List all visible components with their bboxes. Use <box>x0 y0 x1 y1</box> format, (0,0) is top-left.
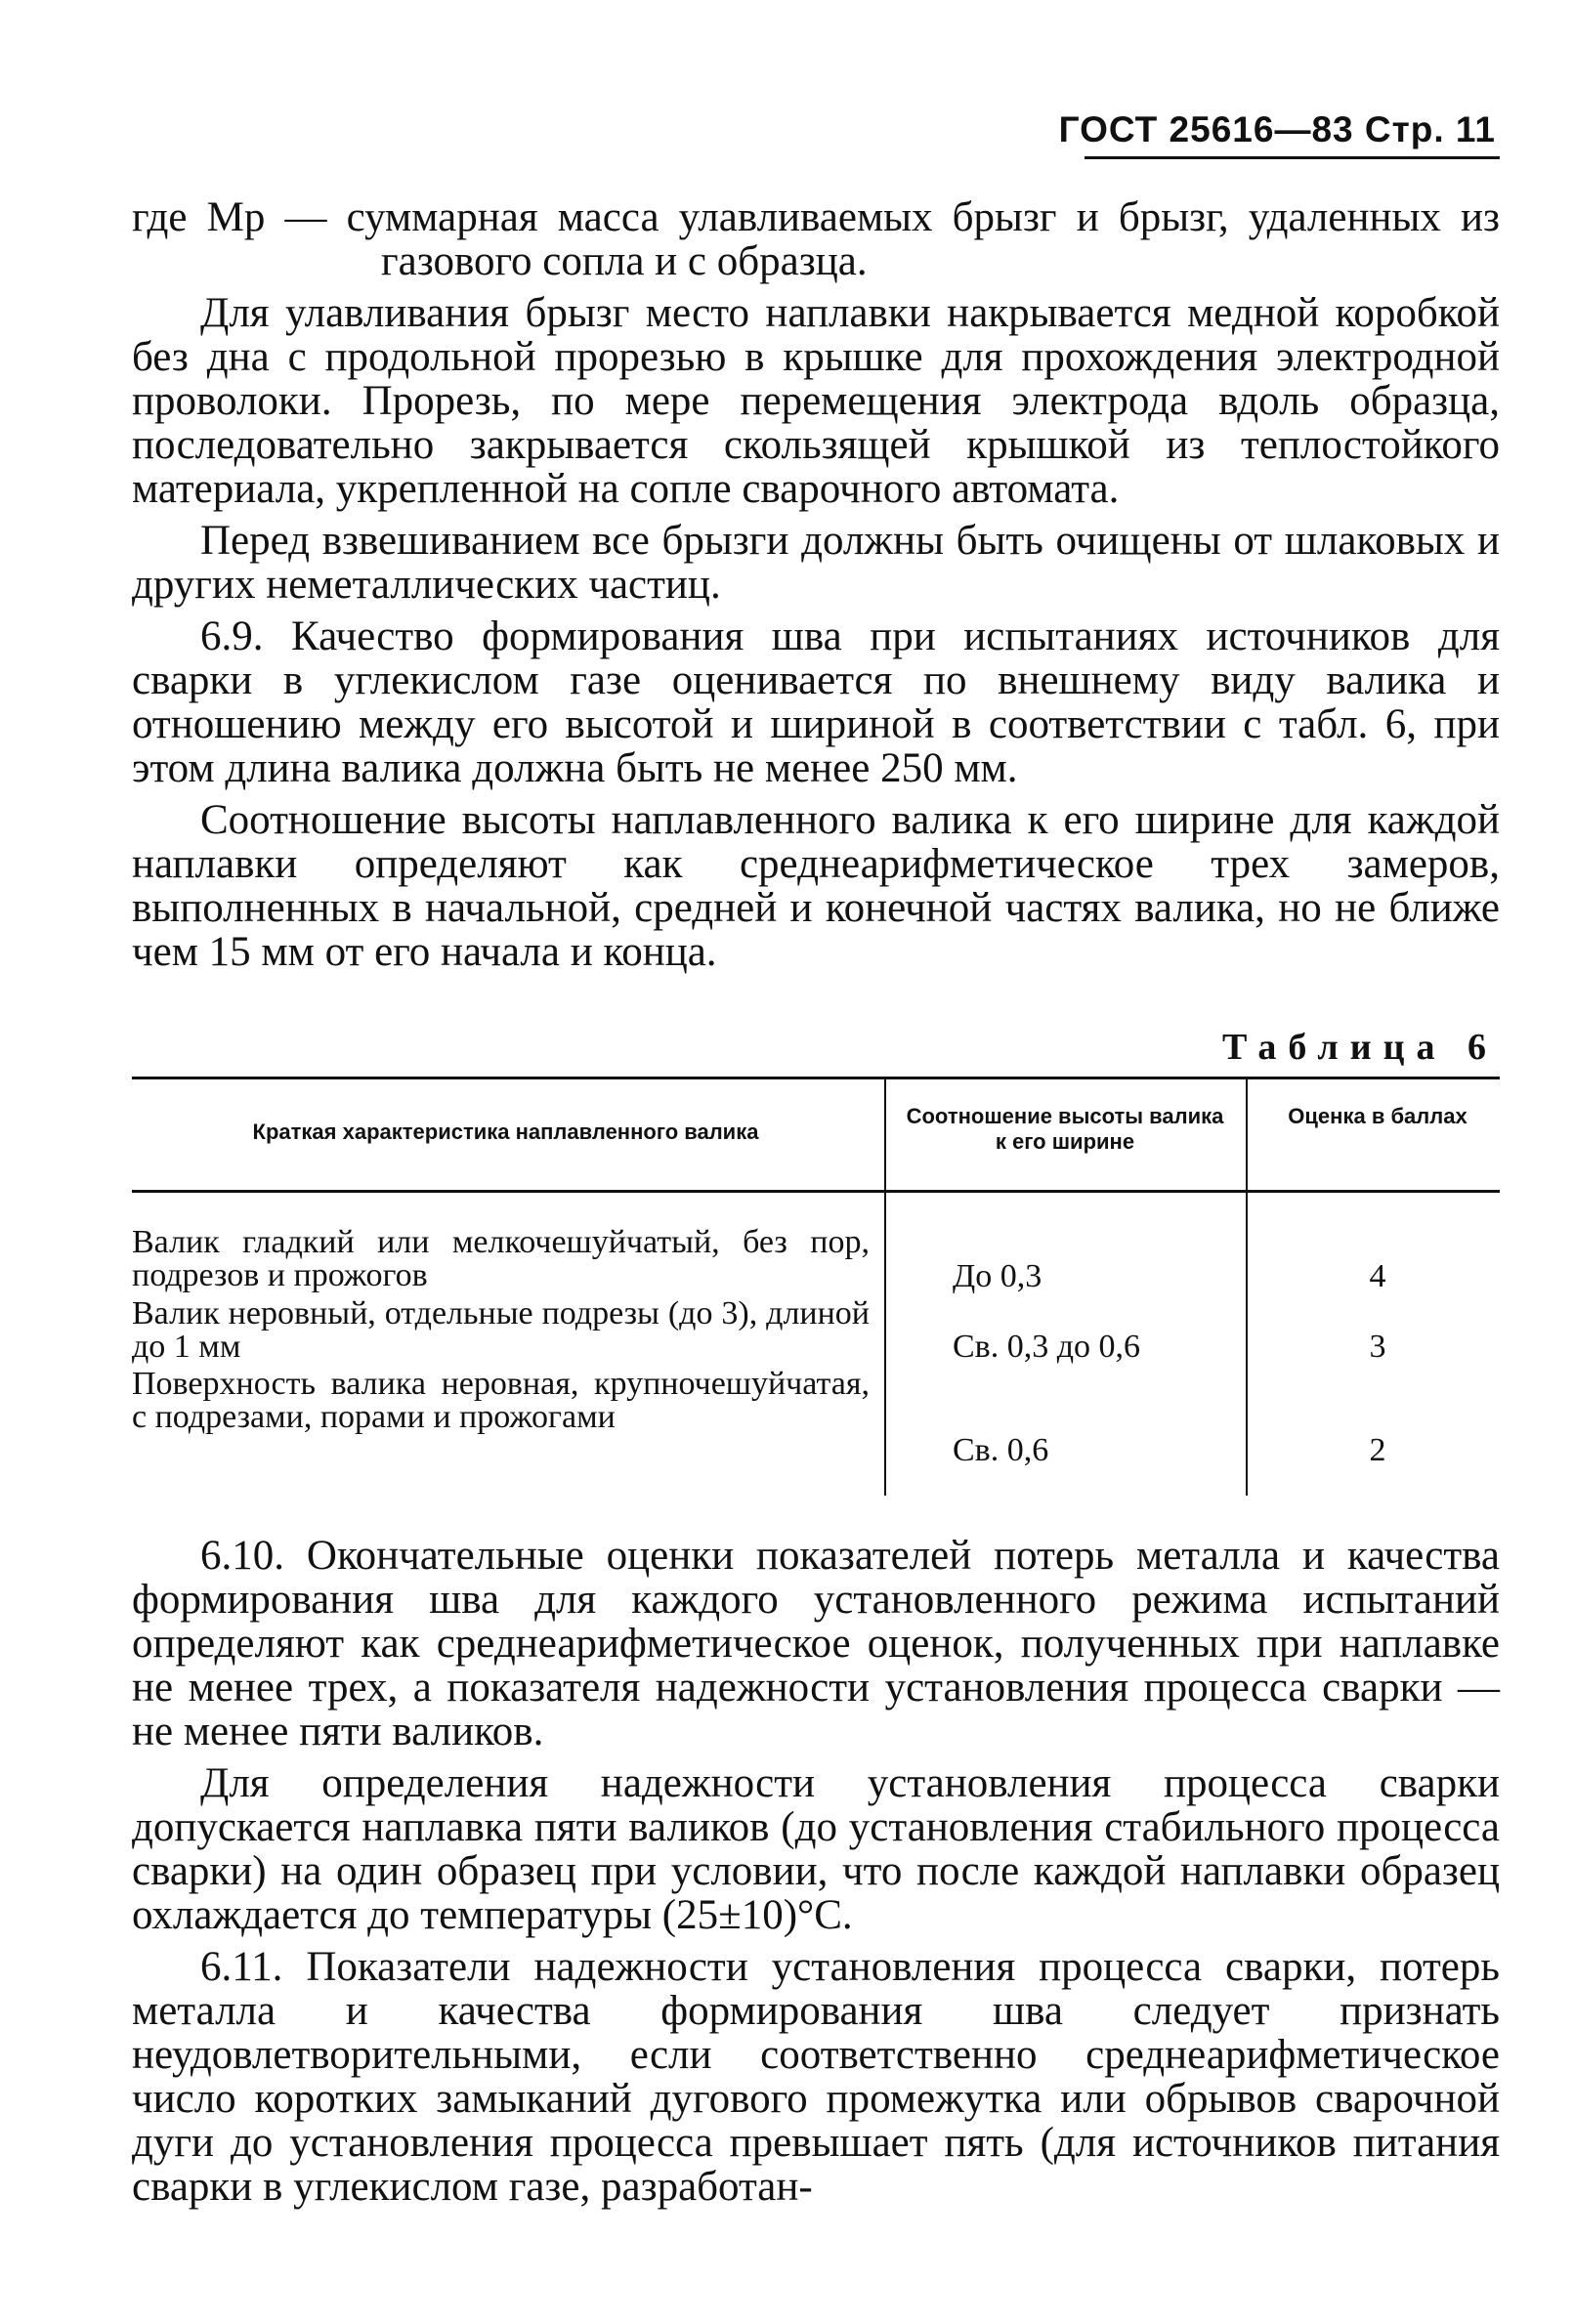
table-row-1-description: Валик гладкий или мелкочешуйчатый, без пор, подрезов и прожогов <box>132 1224 870 1293</box>
table-row-3-description: Поверхность валика неровная, крупночешуйчатая, с подрезами, порами и прожогами <box>132 1366 870 1435</box>
paragraph-mass-definition: где Mр — суммарная масса улавливаемых брызг и брызг, удаленных из газового сопла и с образца. <box>132 194 1500 284</box>
table-column-divider-1 <box>884 1079 886 1190</box>
paragraph-weighing: Перед взвешиванием все брызги должны быть очищены от шлаковых и других неметаллических частиц. <box>132 518 1500 608</box>
table-header-rule <box>132 1190 1500 1193</box>
paragraph-five-beads: Для определения надежности установления процесса сварки допускается наплавка пяти валиков (до установления стабильного процесса сварки) на один образец при условии, что после каждой наплавки образец охлаждается до температуры (25±10)°С. <box>132 1760 1500 1938</box>
table-column-divider-1-body <box>884 1193 886 1496</box>
table-column-divider-2-body <box>1246 1193 1248 1496</box>
table-row-2-score: 3 <box>1369 1329 1386 1365</box>
running-header: ГОСТ 25616—83 Стр. 11 <box>1058 109 1496 149</box>
table-row-1-score: 4 <box>1369 1258 1386 1294</box>
paragraph-ratio-measurement: Соотношение высоты наплавленного валика к его ширине для каждой наплавки определяют как среднеарифметическое трех замеров, выполненных в начальной, средней и конечной частях валика, но не ближе чем 15 мм от его начала и конца. <box>132 797 1500 975</box>
table-row-1-ratio: До 0,3 <box>953 1258 1042 1294</box>
table-header-ratio: Соотношение высоты валика к его ширине <box>906 1104 1224 1154</box>
table-row-3-score: 2 <box>1369 1432 1386 1468</box>
table-row-2-description: Валик неровный, отдельные подрезы (до 3), длиной до 1 мм <box>132 1295 870 1365</box>
table-caption: Таблица 6 <box>1221 1027 1498 1068</box>
text-block-top <box>132 195 1500 974</box>
header-rule <box>1085 156 1500 159</box>
table-column-divider-2 <box>1246 1079 1248 1190</box>
table-header-description: Краткая характеристика наплавленного валика <box>252 1120 759 1144</box>
paragraph-6-10: 6.10. Окончательные оценки показателей потерь металла и качества формирования шва для каждого установленного режима испытаний определяют как среднеарифметическое оценок, полученных при наплавке не менее трех, а показателя надежности установления процесса сварки — не менее пяти валиков. <box>132 1533 1500 1754</box>
text-block-bottom <box>132 1534 1500 2209</box>
paragraph-6-9: 6.9. Качество формирования шва при испытаниях источников для сварки в углекислом газе оценивается по внешнему виду валика и отношению между его высотой и шириной в соответствии с табл. 6, при этом длина валика должна быть не менее 250 мм. <box>132 613 1500 791</box>
table-top-rule <box>132 1077 1500 1079</box>
table-row-2-ratio: Св. 0,3 до 0,6 <box>953 1329 1141 1365</box>
paragraph-6-11: 6.11. Показатели надежности установления процесса сварки, потерь металла и качества формирования шва следует признать неудовлетворительными, если соответственно среднеарифметическое число коротких замыканий дугового промежутка или обрывов сварочной дуги до установления процесса превышает пять (для источников питания сварки в углекислом газе, разработан- <box>132 1944 1500 2210</box>
paragraph-spatter-capture: Для улавливания брызг место наплавки накрывается медной коробкой без дна с продольной прорезью в крышке для прохождения электродной проволоки. Прорезь, по мере перемещения электрода вдоль образца, последовательно закрывается скользящей крышкой из теплостойкого материала, укрепленной на сопле сварочного автомата. <box>132 290 1500 512</box>
table-header-score: Оценка в баллах <box>1288 1104 1468 1128</box>
table-row-3-ratio: Св. 0,6 <box>953 1432 1049 1468</box>
